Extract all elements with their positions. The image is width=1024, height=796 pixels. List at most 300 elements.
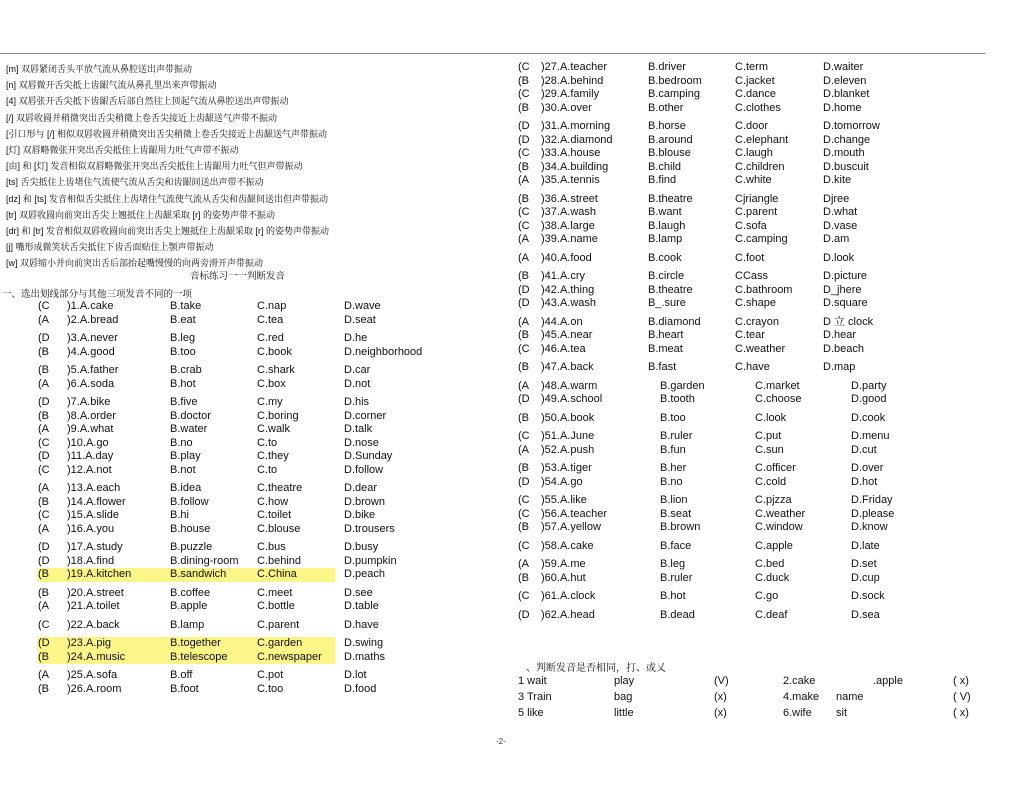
option-c: C.look [755, 411, 787, 424]
word-c: 6.wife [783, 707, 812, 719]
note-line: [ts] 舌尖抵住上齿堵住气流使气流从舌尖和齿龈间送出声带不振动 [6, 177, 264, 188]
option-b: B.seat [660, 507, 692, 520]
answer: (B [518, 74, 529, 87]
answer: (C [38, 618, 50, 631]
option-c: C.foot [735, 251, 765, 264]
option-b: B.fast [648, 361, 677, 373]
option-c: C.walk [257, 423, 291, 435]
answer: (B [518, 462, 529, 474]
answer: (B [38, 345, 49, 358]
answer: (C [38, 509, 50, 521]
option-a: )33.A.house [541, 147, 601, 159]
option-a: )53.A.tiger [541, 462, 592, 474]
answer: (B [38, 650, 49, 663]
option-b: B.ruler [660, 430, 693, 442]
option-d: D_jhere [823, 283, 862, 296]
option-a: )3.A.never [67, 332, 118, 344]
option-d: D.eleven [823, 74, 867, 87]
option-d: D.wave [344, 300, 381, 312]
option-b: B.no [170, 436, 193, 449]
option-b: B.not [170, 463, 196, 476]
option-d: D.follow [344, 463, 384, 476]
option-b: B.eat [170, 313, 196, 326]
option-c: C.book [257, 345, 292, 358]
option-a: )30.A.over [541, 101, 592, 114]
option-b: B.no [660, 475, 683, 488]
option-c: C.weather [755, 507, 806, 520]
option-d: D.kite [823, 174, 852, 186]
answer: (B [518, 329, 529, 341]
option-a: )23.A.pig [67, 637, 112, 649]
option-a: )24.A.music [67, 650, 126, 663]
option-c: C.toilet [257, 509, 292, 521]
option-d: D.mouth [823, 147, 865, 159]
option-d: D.look [823, 251, 855, 264]
option-c: C.nap [257, 300, 287, 312]
option-b: B.brown [660, 521, 701, 533]
answer: (A [38, 377, 49, 390]
option-d: D.buscuit [823, 160, 869, 173]
option-c: C.laugh [735, 147, 773, 159]
option-b: B.cook [648, 251, 682, 264]
answer: (A [38, 313, 49, 326]
option-c: C.choose [755, 393, 802, 405]
option-d: D.swing [344, 637, 384, 649]
option-d: D.cook [851, 411, 886, 424]
note-line: [4] 双唇张开舌尖抵下齿龈舌后部自然往上顶起气流从鼻腔送出声带振动 [6, 96, 289, 107]
option-a: )18.A.find [67, 554, 115, 567]
option-c: C.cold [755, 475, 787, 488]
answer: (C [518, 61, 530, 73]
option-b: B.off [170, 669, 193, 681]
option-a: )52.A.push [541, 443, 595, 456]
option-a: )15.A.slide [67, 509, 119, 521]
answer: (D [518, 608, 530, 621]
note-line: [由] 和 [灯] 发音相似双唇略微张开突出舌尖抵住上齿龈用力吐气但声带振动 [6, 161, 303, 172]
option-b: B.find [648, 174, 677, 186]
option-a: )8.A.order [67, 409, 116, 422]
option-d: D.trousers [344, 522, 395, 535]
note-line: [灯] 双唇略微张开突出舌尖抵住上齿龈用力吐气声带不振动 [6, 144, 239, 155]
note-line: [dr] 和 [tr] 发音相似双唇收圆向前突出舌尖上翘抵住上齿龈采取 [r] 的姿势声带振动 [6, 225, 330, 236]
answer: (C [518, 219, 530, 232]
option-c: C.to [257, 463, 278, 476]
option-c: C.dance [735, 88, 776, 100]
option-a: )55.A.like [541, 494, 587, 506]
answer: (B [518, 411, 529, 424]
option-c: C.deaf [755, 608, 788, 621]
option-d: D.pumpkin [344, 554, 397, 567]
option-a: )4.A.good [67, 345, 115, 358]
option-c: C.shark [257, 364, 295, 376]
answer: (D [518, 133, 530, 146]
page-number: -2- [496, 737, 506, 746]
option-a: )49.A.school [541, 393, 603, 405]
answer: (D [38, 332, 50, 344]
option-a: )20.A.street [67, 586, 124, 599]
option-c: C.clothes [735, 101, 781, 114]
option-c: C.behind [257, 554, 302, 567]
option-c: C.theatre [257, 482, 303, 494]
option-d: D.peach [344, 568, 385, 580]
mark: (x) [714, 707, 727, 719]
option-b: B.lamp [648, 233, 683, 245]
option-c: C.they [257, 450, 289, 462]
option-b: B.sandwich [170, 568, 227, 580]
option-d: D.brown [344, 495, 385, 508]
option-c: C.term [735, 61, 768, 73]
option-b: B.horse [648, 120, 686, 132]
option-a: )13.A.each [67, 482, 121, 494]
answer: (D [38, 554, 50, 567]
word-d: .apple [873, 675, 903, 687]
option-c: C.crayon [735, 315, 780, 328]
answer: (B [38, 409, 49, 422]
answer: (B [38, 682, 49, 695]
mark: ( x) [953, 707, 969, 719]
answer: (C [518, 88, 530, 100]
option-a: )19.A.kitchen [67, 568, 132, 580]
option-a: )1.A.cake [67, 300, 114, 312]
option-d: D.what [823, 206, 858, 218]
option-c: C.bathroom [735, 283, 793, 296]
option-d: D.dear [344, 482, 378, 494]
answer: (A [518, 558, 529, 570]
answer: (D [518, 120, 530, 132]
option-a: )45.A.near [541, 329, 593, 341]
option-d: D.Friday [851, 494, 893, 506]
option-a: )51.A.June [541, 430, 595, 442]
option-c: C.pot [257, 669, 284, 681]
option-c: C.sun [755, 443, 784, 456]
option-b: B.lamp [170, 618, 205, 631]
option-b: B.dining-room [170, 554, 239, 567]
option-c: C.pjzza [755, 494, 792, 506]
option-c: C.jacket [735, 74, 775, 87]
answer: (C [38, 463, 50, 476]
answer: (A [518, 315, 529, 328]
option-a: )50.A.book [541, 411, 595, 424]
option-a: )5.A.father [67, 364, 119, 376]
answer: (D [518, 297, 530, 309]
answer: (B [518, 192, 529, 205]
option-b: B.together [170, 637, 221, 649]
option-b: B.heart [648, 329, 684, 341]
option-b: B.other [648, 101, 684, 114]
option-b: B.telescope [170, 650, 228, 663]
option-d: D.waiter [823, 61, 864, 73]
option-b: B.hot [660, 590, 686, 602]
option-d: D.cup [851, 571, 880, 584]
option-c: CCass [735, 270, 769, 282]
option-c: C.white [735, 174, 772, 186]
option-c: C.box [257, 377, 286, 390]
answer: (B [38, 586, 49, 599]
option-c: C.weather [735, 342, 786, 355]
option-b: B.five [170, 396, 198, 408]
option-d: D.talk [344, 423, 373, 435]
note-line: [dz] 和 [ts] 发音相似舌尖抵住上齿堵住气流使气流从舌尖和齿龈间送出但声带振动 [6, 193, 329, 204]
word-b: bag [614, 691, 633, 703]
note-line: [m] 双唇紧闭舌头平放气流从鼻腔送出声带振动 [6, 64, 192, 74]
option-c: C.tea [257, 313, 284, 326]
answer: (D [518, 283, 530, 296]
option-b: B.follow [170, 495, 209, 508]
option-b: B.bedroom [648, 74, 702, 87]
option-a: )54.A.go [541, 475, 583, 488]
option-a: )41.A.cry [541, 270, 586, 282]
word-a: 1 wait [518, 675, 547, 687]
option-c: C.camping [735, 233, 788, 245]
option-a: )62.A.head [541, 608, 595, 621]
option-d: D.menu [851, 430, 890, 442]
option-b: B.around [648, 133, 693, 146]
option-a: )21.A.toilet [67, 600, 120, 612]
mark: (V) [714, 675, 729, 687]
answer: (C [518, 539, 530, 552]
option-a: )12.A.not [67, 463, 112, 476]
option-d: D.sea [851, 608, 880, 621]
option-d: D 立 clock [823, 315, 874, 328]
option-a: )9.A.what [67, 423, 114, 435]
answer: (C [518, 206, 530, 218]
option-d: D.blanket [823, 88, 870, 100]
answer: (B [38, 364, 49, 376]
option-c: C.apple [755, 539, 793, 552]
option-d: D.seat [344, 313, 376, 326]
option-d: D.bike [344, 509, 376, 521]
option-c: C.window [755, 521, 803, 533]
option-d: D.home [823, 101, 862, 114]
option-d: D.picture [823, 270, 868, 282]
option-d: D.please [851, 507, 895, 520]
option-c: C.China [257, 568, 297, 580]
option-d: D.over [851, 462, 884, 474]
option-c: C.too [257, 682, 284, 695]
option-c: C.elephant [735, 133, 789, 146]
option-c: C.my [257, 396, 283, 408]
option-c: C.children [735, 160, 785, 173]
answer: (B [518, 361, 529, 373]
option-a: )61.A.clock [541, 590, 596, 602]
option-b: B.her [660, 462, 687, 474]
option-a: )11.A.day [67, 450, 114, 462]
word-a: 3 Train [518, 691, 552, 703]
option-a: )17.A.study [67, 541, 123, 553]
option-a: )32.A.diamond [541, 133, 613, 146]
option-b: B.driver [648, 61, 686, 73]
option-a: )37.A.wash [541, 206, 597, 218]
option-a: )47.A.back [541, 361, 594, 373]
answer: (D [518, 475, 530, 488]
option-a: )22.A.back [67, 618, 120, 631]
option-a: )56.A.teacher [541, 507, 608, 520]
option-c: C.tear [735, 329, 765, 341]
option-b: B.diamond [648, 315, 701, 328]
answer: (C [518, 430, 530, 442]
option-c: C.how [257, 495, 289, 508]
option-d: D.change [823, 133, 871, 146]
answer: (A [38, 669, 49, 681]
word-d: name [836, 691, 864, 703]
answer: (C [38, 436, 50, 449]
word-d: sit [836, 707, 847, 719]
option-c: C.garden [257, 637, 303, 649]
answer: (A [38, 600, 49, 612]
option-a: )16.A.you [67, 522, 115, 535]
option-a: )46.A.tea [541, 342, 586, 355]
option-c: C.blouse [257, 522, 301, 535]
option-d: D.not [344, 377, 371, 390]
option-b: B.coffee [170, 586, 211, 599]
option-a: )39.A.name [541, 233, 598, 245]
option-b: B.circle [648, 270, 685, 282]
option-b: B.leg [170, 332, 196, 344]
option-b: B.too [660, 411, 686, 424]
answer: (C [518, 507, 530, 520]
option-a: )57.A.yellow [541, 521, 601, 533]
option-a: )36.A.street [541, 192, 598, 205]
answer: (B [518, 571, 529, 584]
option-b: B.puzzle [170, 541, 213, 553]
note-line: [j] 嘴形成微笑状舌尖抵住下齿舌面贴住上颚声带振动 [6, 242, 214, 253]
option-b: B.fun [660, 443, 686, 456]
option-b: B.theatre [648, 192, 693, 205]
word-a: 5 like [518, 707, 544, 719]
answer: (A [518, 251, 529, 264]
word-c: 4.make [783, 691, 820, 703]
option-a: )43.A.wash [541, 297, 597, 309]
option-c: C.newspaper [257, 650, 322, 663]
option-a: )2.A.bread [67, 313, 119, 326]
option-d: D.Sunday [344, 450, 393, 462]
option-d: D.neighborhood [344, 345, 423, 358]
note-line: [引口形与 [/] 相似双唇收圆并稍微突出舌尖稍微上卷舌尖接近上齿龈送气声带振动 [6, 128, 328, 139]
option-b: B.theatre [648, 283, 693, 296]
option-c: C.red [257, 332, 284, 344]
option-a: )26.A.room [67, 682, 122, 695]
answer: (D [38, 450, 50, 462]
option-a: )38.A.large [541, 219, 595, 232]
option-a: )40.A.food [541, 251, 592, 264]
answer: (D [38, 396, 50, 408]
note-line: [tr] 双唇收圆向前突出舌尖上翘抵住上齿龈采取 [r] 的姿势声带不振动 [6, 209, 275, 220]
option-d: Djree [823, 192, 850, 205]
word-b: little [614, 707, 634, 719]
option-d: D.have [344, 618, 379, 631]
note-line: [/] 双唇收圆并稍微突出舌尖稍微上卷舌尖接近上齿龈送气声带不振动 [6, 112, 278, 123]
option-a: )42.A.thing [541, 283, 595, 296]
option-c: C.door [735, 120, 769, 132]
option-d: D.maths [344, 650, 385, 663]
option-d: D.am [823, 233, 850, 245]
option-a: )35.A.tennis [541, 174, 600, 186]
option-d: D.good [851, 393, 887, 405]
answer: (D [38, 637, 50, 649]
option-b: B.hot [170, 377, 196, 390]
answer: (C [518, 342, 530, 355]
option-c: C.sofa [735, 219, 767, 232]
option-a: )6.A.soda [67, 377, 115, 390]
option-c: C.shape [735, 297, 776, 309]
answer: (B [38, 568, 49, 580]
option-b: B.crab [170, 364, 202, 376]
option-c: C.go [755, 590, 779, 602]
option-b: B.leg [660, 558, 686, 570]
option-b: B.camping [648, 88, 700, 100]
option-d: D.hot [851, 475, 878, 488]
option-c: C.parent [257, 618, 300, 631]
option-d: D.beach [823, 342, 864, 355]
option-b: B.face [660, 539, 692, 552]
note-line: [w] 双唇缩小并向前突出舌后部抬起嘴慢慢的向两旁滑开声带振动 [6, 258, 264, 269]
option-b: B.take [170, 300, 202, 312]
mark: ( V) [953, 691, 971, 703]
exercise-subtitle: 音标练习一一判断发音 [190, 271, 286, 282]
option-b: B.house [170, 522, 211, 535]
option-b: B.laugh [648, 219, 686, 232]
option-a: )34.A.building [541, 160, 609, 173]
option-d: D.vase [823, 219, 858, 232]
answer: (C [38, 300, 50, 312]
answer: (D [518, 393, 530, 405]
option-b: B.lion [660, 494, 688, 506]
phonetic-notes [6, 61, 506, 271]
answer: (C [518, 590, 530, 602]
option-b: B.ruler [660, 571, 693, 584]
option-d: D.sock [851, 590, 885, 602]
option-b: B.doctor [170, 409, 211, 422]
option-b: B.too [170, 345, 196, 358]
option-d: D.nose [344, 436, 379, 449]
option-d: D.tomorrow [823, 120, 880, 132]
option-a: )60.A.hut [541, 571, 586, 584]
option-d: D.square [823, 297, 868, 309]
option-a: )48.A.warm [541, 379, 598, 392]
answer: (A [518, 233, 529, 245]
option-b: B.play [170, 450, 201, 462]
option-d: D.know [851, 521, 888, 533]
option-b: B.foot [170, 682, 199, 695]
option-a: )25.A.sofa [67, 669, 118, 681]
option-b: B.child [648, 160, 682, 173]
option-c: C.boring [257, 409, 299, 422]
option-b: B.tooth [660, 393, 695, 405]
option-a: )31.A.morning [541, 120, 611, 132]
option-b: B.water [170, 423, 208, 435]
section2-title: 、判断发音是否相同，打、或乂 [526, 663, 666, 674]
option-b: B.apple [170, 600, 208, 612]
option-a: )28.A.behind [541, 74, 604, 87]
option-d: D.lot [344, 669, 367, 681]
option-d: D.cut [851, 443, 877, 456]
option-d: D.car [344, 364, 371, 376]
option-c: C.bus [257, 541, 286, 553]
answer: (A [518, 443, 529, 456]
option-c: C.bottle [257, 600, 295, 612]
answer: (A [38, 423, 49, 435]
option-c: C.duck [755, 571, 790, 584]
answer: (A [518, 174, 529, 186]
option-d: D.he [344, 332, 368, 344]
option-d: D.table [344, 600, 379, 612]
option-b: B.want [648, 206, 682, 218]
option-c: Cjriangle [735, 192, 779, 205]
option-c: C.parent [735, 206, 778, 218]
option-a: )14.A.flower [67, 495, 126, 508]
option-b: B.garden [660, 379, 705, 392]
option-b: B.hi [170, 509, 189, 521]
